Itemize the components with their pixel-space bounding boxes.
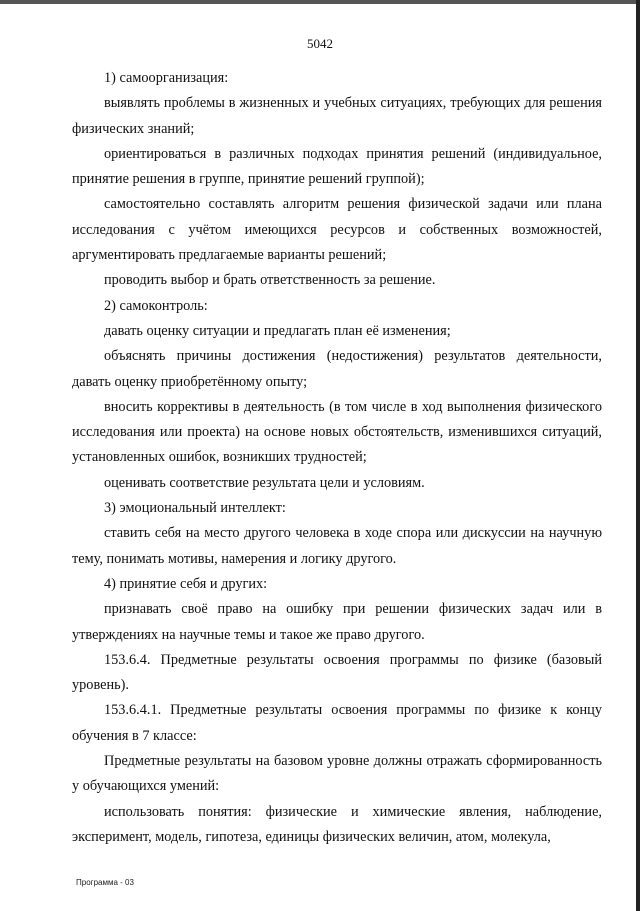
scan-edge-top	[0, 0, 640, 4]
scan-edge-right	[636, 0, 640, 911]
paragraph: давать оценку ситуации и предлагать план её изменения;	[104, 322, 451, 339]
paragraph: оценивать соответствие результата цели и условиям.	[104, 474, 425, 491]
paragraph: 153.6.4. Предметные результаты освоения программы по физике (базовый уровень).	[72, 651, 602, 694]
paragraph: 1) самоорганизация:	[104, 70, 229, 86]
paragraph: 2) самоконтроль:	[104, 297, 208, 314]
paragraph: Предметные результаты на базовом уровне должны отражать сформированность у обучающихся умений:	[72, 753, 602, 795]
paragraph: вносить коррективы в деятельность (в том числе в ход выполнения физического исследования или проекта) на основе новых обстоятельств, изменившихся ситуаций, установленных ошибок, возникших трудностей;	[72, 398, 602, 466]
paragraph: 153.6.4.1. Предметные результаты освоения программы по физике к концу обучения в 7 классе:	[72, 702, 602, 744]
paragraph: объяснять причины достижения (недостижения) результатов деятельности, давать оценку приобретённому опыту;	[72, 348, 602, 390]
paragraph: ориентироваться в различных подходах принятия решений (индивидуальное, принятие решения в группе, принятие решений группой);	[72, 145, 602, 188]
paragraph: использовать понятия: физические и химические явления, наблюдение, эксперимент, модель, гипотеза, единицы физических величин, атом, молекула,	[72, 803, 602, 845]
body-text	[72, 66, 602, 850]
paragraph: 3) эмоциональный интеллект:	[104, 500, 286, 517]
paragraph: самостоятельно составлять алгоритм решения физической задачи или плана исследования с учётом имеющихся ресурсов и собственных возможностей, аргументировать предлагаемые варианты решений;	[72, 196, 602, 264]
paragraph: признавать своё право на ошибку при решении физических задач или в утверждениях на научные темы и такое же право другого.	[72, 601, 602, 643]
page-footer: Программа - 03	[76, 878, 134, 887]
paragraph: 4) принятие себя и других:	[104, 575, 268, 592]
paragraph: ставить себя на место другого человека в ходе спора или дискуссии на научную тему, понимать мотивы, намерения и логику другого.	[72, 525, 602, 567]
paragraph: выявлять проблемы в жизненных и учебных ситуациях, требующих для решения физических знаний;	[72, 95, 602, 137]
page-number: 5042	[307, 36, 333, 51]
paragraph: проводить выбор и брать ответственность за решение.	[104, 272, 436, 289]
